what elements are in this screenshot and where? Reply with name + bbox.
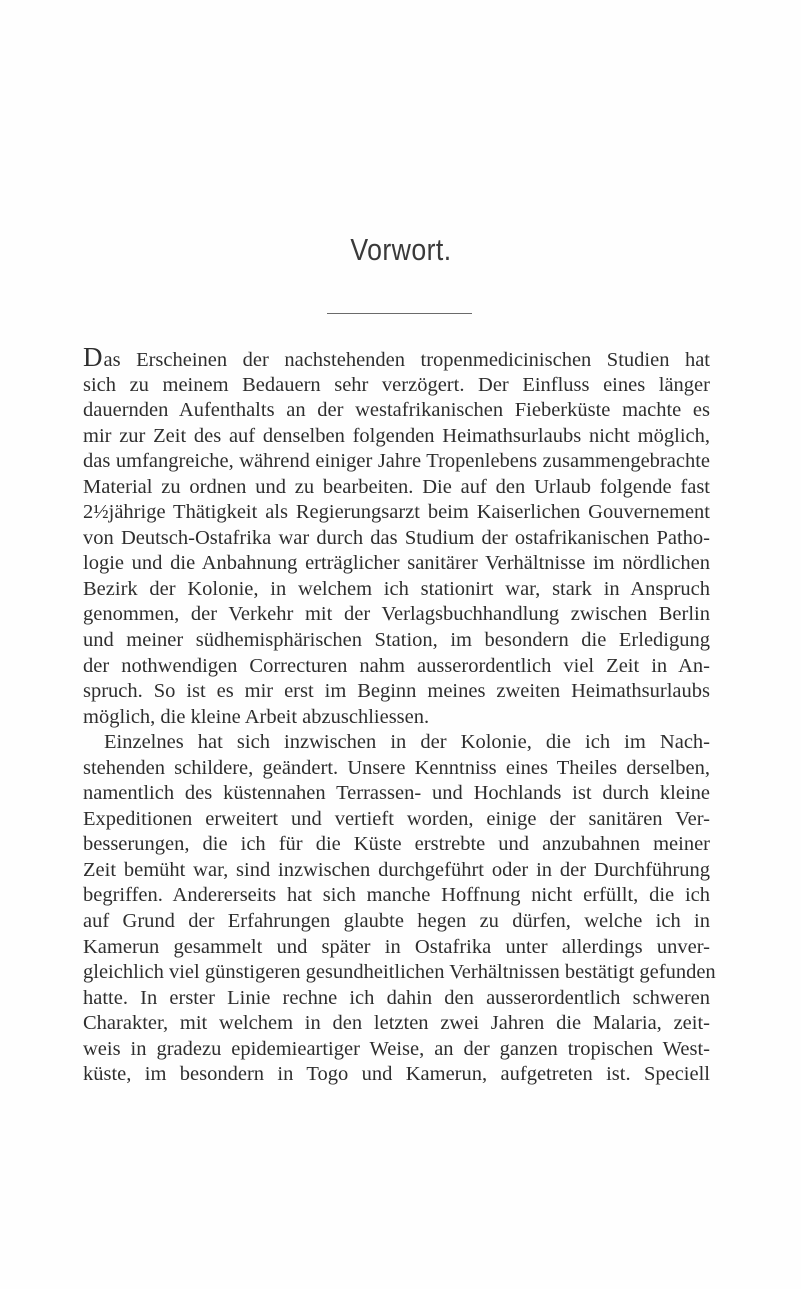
text-line-10: Bezirk der Kolonie, in welchem ich stationirt war, stark in Anspruch	[83, 577, 710, 600]
text-line-25: gleichlich viel günstigeren gesundheitlichen Verhältnissen bestätigt gefunden	[83, 961, 716, 984]
page-title: Vorwort.	[350, 232, 452, 267]
text-line-21: Zeit bemüht war, sind inzwischen durchgeführt oder in der Durchführung	[83, 858, 710, 881]
text-line-4: mir zur Zeit des auf denselben folgenden Heimathsurlaubs nicht möglich,	[83, 424, 710, 447]
title-rule	[327, 313, 472, 314]
text-line-2: sich zu meinem Bedauern sehr verzögert. Der Einfluss eines länger	[83, 373, 710, 396]
text-line-22: begriffen. Andererseits hat sich manche Hoffnung nicht erfüllt, die ich	[83, 884, 710, 907]
text-line-18: namentlich des küstennahen Terrassen- und Hochlands ist durch kleine	[83, 782, 710, 805]
text-line-24: Kamerun gesammelt und später in Ostafrika unter allerdings unver-	[83, 935, 710, 958]
text-line-16: Einzelnes hat sich inzwischen in der Kolonie, die ich im Nach-	[104, 731, 710, 754]
text-line-3: dauernden Aufenthalts an der westafrikanischen Fieberküste machte es	[83, 399, 710, 422]
text-line-8: von Deutsch-Ostafrika war durch das Studium der ostafrikanischen Patho-	[83, 526, 710, 549]
text-line-17: stehenden schildere, geändert. Unsere Kenntniss eines Theiles derselben,	[83, 756, 710, 779]
text-line-5: das umfangreiche, während einiger Jahre Tropenlebens zusammengebrachte	[83, 450, 710, 473]
text-line-26: hatte. In erster Linie rechne ich dahin den ausserordentlich schweren	[83, 986, 710, 1009]
text-line-29: küste, im besondern in Togo und Kamerun, aufgetreten ist. Speciell	[83, 1063, 710, 1086]
text-line-6: Material zu ordnen und zu bearbeiten. Die auf den Urlaub folgende fast	[83, 475, 710, 498]
text-line-23: auf Grund der Erfahrungen glaubte hegen zu dürfen, welche ich in	[83, 910, 710, 933]
text-line-20: besserungen, die ich für die Küste erstrebte und anzubahnen meiner	[83, 833, 710, 856]
drop-cap: D	[83, 342, 103, 372]
text-line-27: Charakter, mit welchem in den letzten zwei Jahren die Malaria, zeit-	[83, 1012, 710, 1035]
text-line-28: weis in gradezu epidemieartiger Weise, an der ganzen tropischen West-	[83, 1037, 710, 1060]
text-line-12: und meiner südhemisphärischen Station, im besondern die Erledigung	[83, 629, 710, 652]
text-line-9: logie und die Anbahnung erträglicher sanitärer Verhältnisse im nördlichen	[83, 552, 710, 575]
text-line-14: spruch. So ist es mir erst im Beginn meines zweiten Heimathsurlaubs	[83, 680, 710, 703]
body-text	[83, 342, 716, 1088]
text-line-7: 2½jährige Thätigkeit als Regierungsarzt beim Kaiserlichen Gouvernement	[83, 501, 710, 524]
text-line-15: möglich, die kleine Arbeit abzuschliessen.	[83, 705, 430, 728]
text-line-11: genommen, der Verkehr mit der Verlagsbuchhandlung zwischen Berlin	[83, 603, 710, 626]
text-line-13: der nothwendigen Correcturen nahm ausserordentlich viel Zeit in An-	[83, 654, 710, 677]
text-line-19: Expeditionen erweitert und vertieft worden, einige der sanitären Ver-	[83, 807, 710, 830]
text-line-1: Das Erscheinen der nachstehenden tropenmedicinischen Studien hat	[83, 342, 710, 372]
